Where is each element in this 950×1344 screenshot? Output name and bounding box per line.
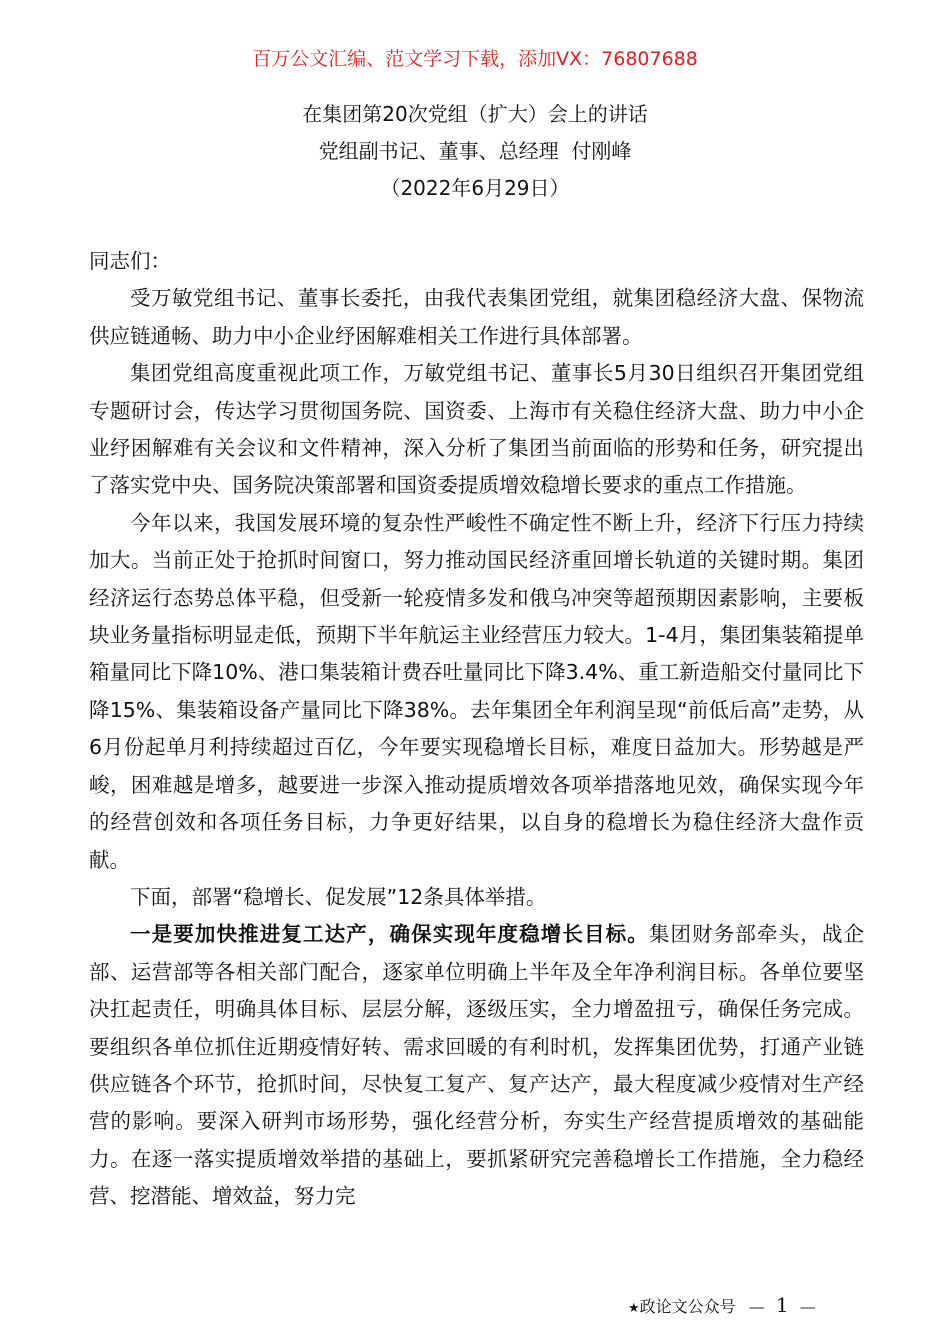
document-author: 党组副书记、董事、总经理 付刚峰 — [318, 139, 632, 163]
document-title: 在集团第20次党组（扩大）会上的讲话 — [302, 102, 648, 126]
paragraph: 今年以来，我国发展环境的复杂性严峻性不确定性不断上升，经济下行压力持续加大。当前正处于抢抓时间窗口，努力推动国民经济重回增长轨道的关键时期。集团经济运行态势总体平稳，但受新一轮疫情多发和俄乌冲突等超预期因素影响，主要板块业务量指标明显走低，预期下半年航运主业经营压力较大。1-4月，集团集装箱提单箱量同比下降10%、港口集装箱计费吞吐量同比下降3.4%、重工新造船交付量同比下降15%、集装箱设备产量同比下降38%。去年集团全年利润呈现“前低后高”走势，从6月份起单月利持续超过百亿，今年要实现稳增长目标，难度日益加大。形势越是严峻，困难越是增多，越要进一步深入推动提质增效各项举措落地见效，确保实现今年的经营创效和各项任务目标，力争更好结果，以自身的稳增长为稳住经济大盘作贡献。 — [89, 510, 864, 872]
watermark-banner: 百万公文汇编、范文学习下载，添加VX：76807688 — [252, 48, 698, 70]
item-text: 集团财务部牵头，战企部、运营部等各相关部门配合，逐家单位明确上半年及全年净利润目标。各单位要坚决扛起责任，明确具体目标、层层分解，逐级压实，全力增盈扭亏，确保任务完成。要组织各单位抓住近期疫情好转、需求回暖的有利时机，发挥集团优势，打通产业链供应链各个环节，抢抓时间，尽快复工复产、复产达产，最大程度减少疫情对生产经营的影响。要深入研判市场形势，强化经营分析，夯实生产经营提质增效的基础能力。在逐一落实提质增效举措的基础上，要抓紧研究完善稳增长工作措施，全力稳经营、挖潜能、增效益，努力完 — [89, 922, 865, 1209]
document-body — [89, 243, 864, 1216]
salutation: 同志们： — [89, 249, 171, 273]
page-footer — [628, 1293, 816, 1321]
paragraph: 受万敏党组书记、董事长委托，由我代表集团党组，就集团稳经济大盘、保物流供应链通畅、助力中小企业纾困解难相关工作进行具体部署。 — [89, 286, 864, 348]
paragraph: 集团党组高度重视此项工作，万敏党组书记、董事长5月30日组织召开集团党组专题研讨会，传达学习贯彻国务院、国资委、上海市有关稳住经济大盘、助力中小企业纾困解难有关会议和文件精神，深入分析了集团当前面临的形势和任务，研究提出了落实党中央、国务院决策部署和国资委提质增效稳增长要求的重点工作措施。 — [89, 361, 864, 498]
paragraph: 下面，部署“稳增长、促发展”12条具体举措。 — [130, 884, 547, 909]
page-number: 1 — [775, 1293, 789, 1317]
footer-source: 政论文公众号 — [639, 1297, 736, 1316]
star-icon: ★ — [628, 1301, 640, 1316]
page-dash-left: — — [748, 1297, 765, 1316]
document-title-block — [0, 96, 950, 207]
item-heading: 一是要加快推进复工达产，确保实现年度稳增长目标。 — [130, 922, 649, 947]
document-date: （2022年6月29日） — [380, 176, 570, 200]
paragraph-item-1 — [89, 916, 864, 1215]
page-dash-right: — — [799, 1297, 816, 1316]
